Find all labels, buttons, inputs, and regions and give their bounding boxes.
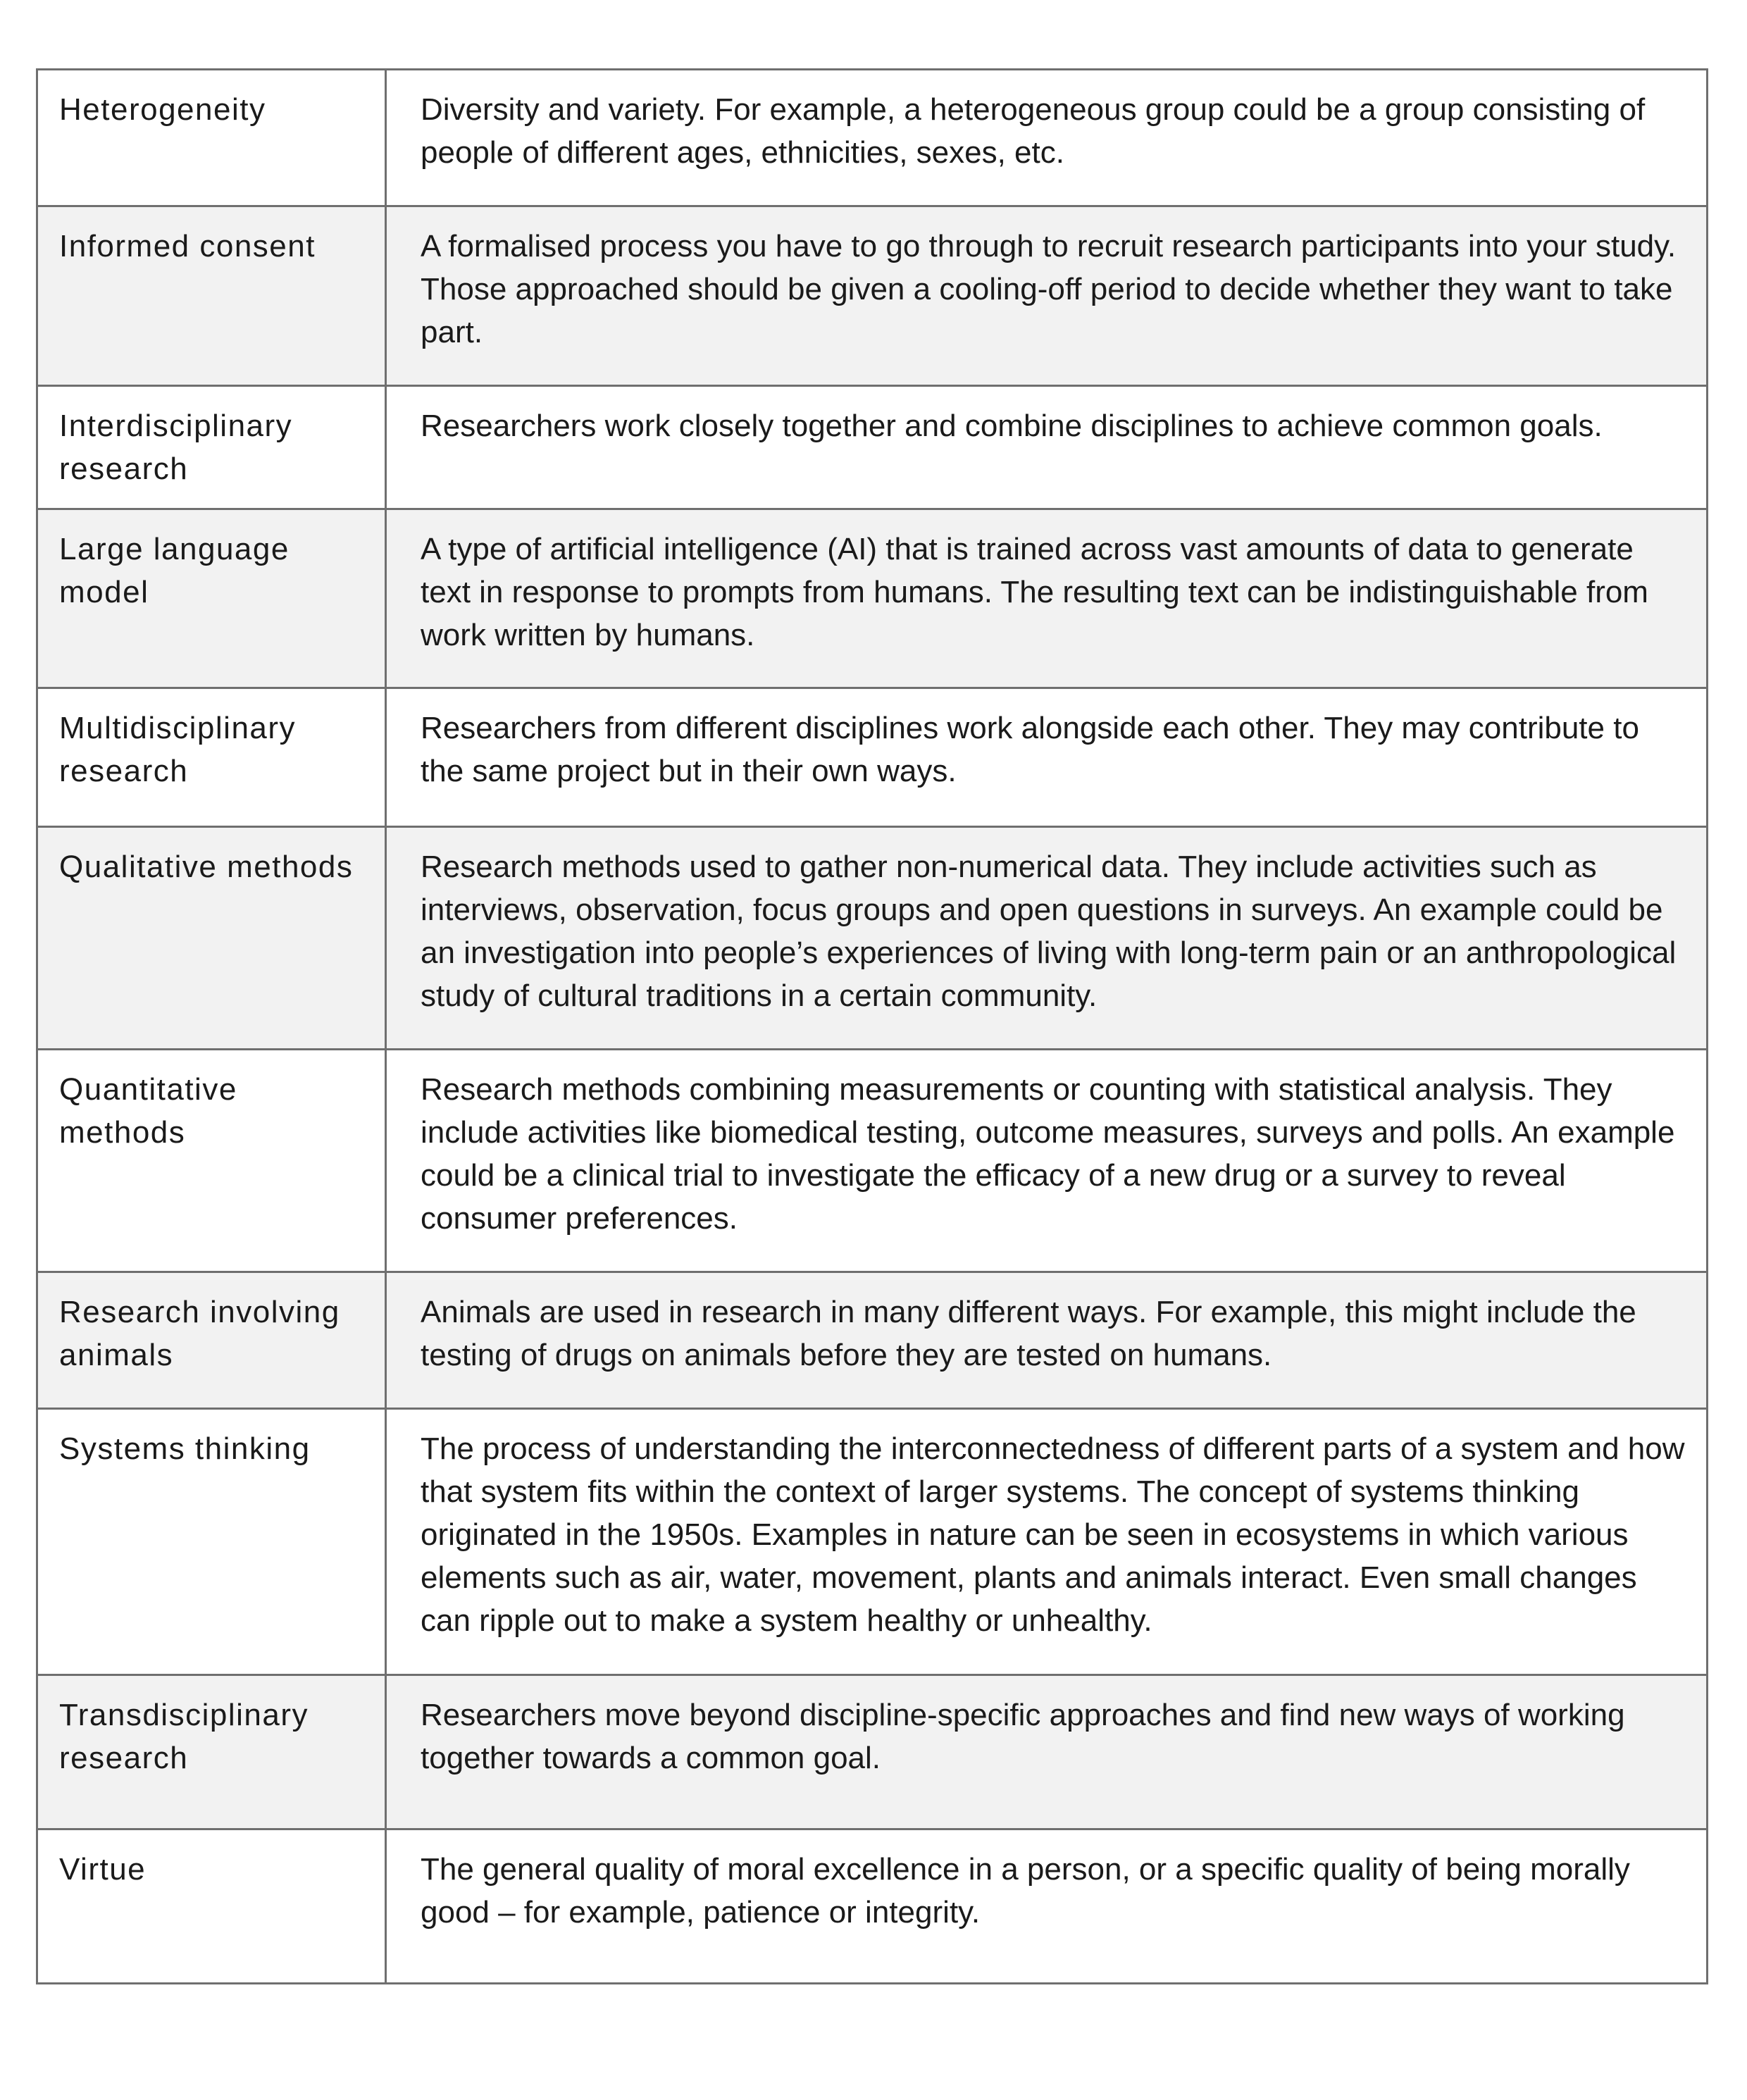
term-cell: Qualitative methods	[37, 827, 386, 1050]
table-row	[37, 1675, 1708, 1829]
table-row	[37, 688, 1708, 827]
definition-cell: A formalised process you have to go through to recruit research participants into your study. Those approached should be given a cooling-off period to decide whether they want to take part.	[386, 206, 1708, 386]
definition-cell: The process of understanding the interconnectedness of different parts of a system and how that system fits within the context of larger systems. The concept of systems thinking originated in the 1950s. Examples in nature can be seen in ecosystems in which various elements such as air, water, movement, plants and animals interact. Even small changes can ripple out to make a system healthy or unhealthy.	[386, 1409, 1708, 1675]
glossary-table	[36, 68, 1708, 1984]
table-row	[37, 70, 1708, 206]
term-cell: Research involving animals	[37, 1272, 386, 1409]
term-cell: Interdisciplinary research	[37, 386, 386, 509]
table-row	[37, 206, 1708, 386]
table-row	[37, 1050, 1708, 1272]
term-cell: Heterogeneity	[37, 70, 386, 206]
table-row	[37, 1272, 1708, 1409]
definition-cell: Animals are used in research in many different ways. For example, this might include the testing of drugs on animals before they are tested on humans.	[386, 1272, 1708, 1409]
term-cell: Transdisciplinary research	[37, 1675, 386, 1829]
table-row	[37, 827, 1708, 1050]
table-row	[37, 1829, 1708, 1984]
term-cell: Multidisciplinary research	[37, 688, 386, 827]
definition-cell: The general quality of moral excellence in a person, or a specific quality of being morally good – for example, patience or integrity.	[386, 1829, 1708, 1984]
term-cell: Large language model	[37, 509, 386, 688]
definition-cell: Research methods used to gather non-numerical data. They include activities such as interviews, observation, focus groups and open questions in surveys. An example could be an investigation into people’s experiences of living with long-term pain or an anthropological study of cultural traditions in a certain community.	[386, 827, 1708, 1050]
definition-cell: A type of artificial intelligence (AI) that is trained across vast amounts of data to generate text in response to prompts from humans. The resulting text can be indistinguishable from work written by humans.	[386, 509, 1708, 688]
definition-cell: Research methods combining measurements or counting with statistical analysis. They include activities like biomedical testing, outcome measures, surveys and polls. An example could be a clinical trial to investigate the efficacy of a new drug or a survey to reveal consumer preferences.	[386, 1050, 1708, 1272]
definition-cell: Researchers move beyond discipline-specific approaches and find new ways of working together towards a common goal.	[386, 1675, 1708, 1829]
definition-cell: Researchers work closely together and combine disciplines to achieve common goals.	[386, 386, 1708, 509]
term-cell: Informed consent	[37, 206, 386, 386]
table-row	[37, 386, 1708, 509]
table-row	[37, 509, 1708, 688]
term-cell: Systems thinking	[37, 1409, 386, 1675]
definition-cell: Researchers from different disciplines work alongside each other. They may contribute to the same project but in their own ways.	[386, 688, 1708, 827]
term-cell: Virtue	[37, 1829, 386, 1984]
term-cell: Quantitative methods	[37, 1050, 386, 1272]
table-row	[37, 1409, 1708, 1675]
definition-cell: Diversity and variety. For example, a heterogeneous group could be a group consisting of people of different ages, ethnicities, sexes, etc.	[386, 70, 1708, 206]
